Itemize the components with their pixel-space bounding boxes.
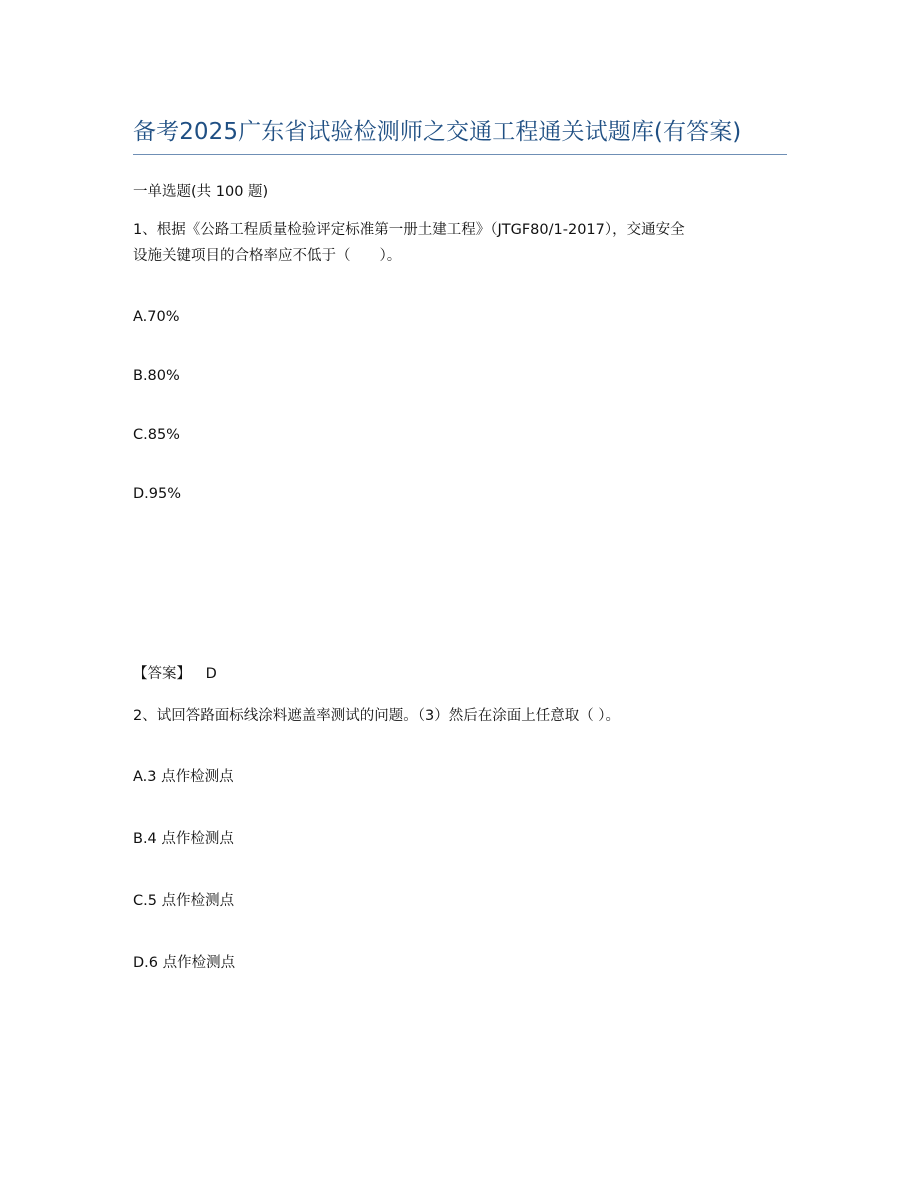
question-2-option-c: C.5 点作检测点: [133, 893, 235, 909]
question-2-option-b: B.4 点作检测点: [133, 831, 234, 847]
question-1-option-d: D.95%: [133, 486, 182, 502]
question-1-option-a: A.70%: [133, 309, 180, 325]
question-2-stem-line-1: 2、试回答路面标线涂料遮盖率测试的问题。（3）然后在涂面上任意取（ ）。: [133, 708, 621, 724]
question-1-answer: [133, 664, 217, 684]
document-title: 备考2025广东省试验检测师之交通工程通关试题库(有答案): [133, 119, 742, 145]
question-1-stem-line-2: 设施关键项目的合格率应不低于（ ）。: [133, 248, 402, 264]
title-underline: [133, 154, 787, 155]
section-label: 一单选题(共 100 题): [133, 184, 269, 200]
question-2-option-a: A.3 点作检测点: [133, 769, 234, 785]
question-1-option-c: C.85%: [133, 427, 180, 443]
answer-label: 【答案】: [133, 666, 191, 682]
question-1-option-b: B.80%: [133, 368, 180, 384]
answer-value: D: [205, 666, 217, 682]
question-2-option-d: D.6 点作检测点: [133, 955, 236, 971]
question-1-stem-line-1: 1、根据《公路工程质量检验评定标准第一册土建工程》（JTGF80/1-2017），交通安全: [133, 222, 685, 238]
